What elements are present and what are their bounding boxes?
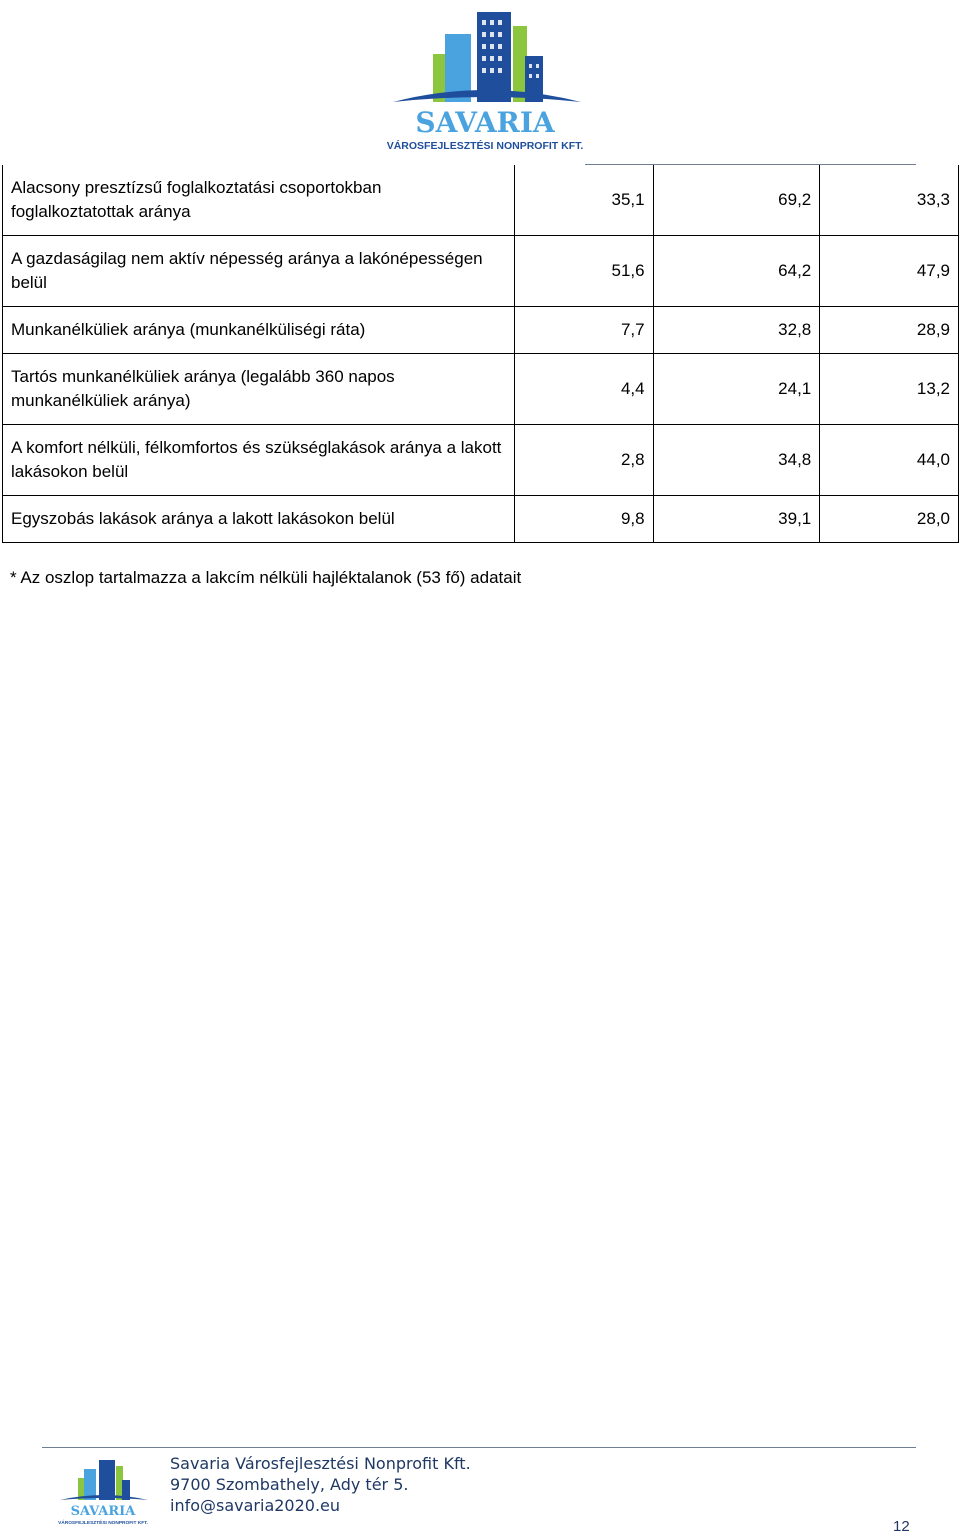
value-cell: 24,1	[653, 354, 820, 425]
statistics-table	[2, 165, 959, 543]
footer-logo-subtitle: VÁROSFEJLESZTÉSI NONPROFIT KFT.	[58, 1521, 148, 1526]
page-number: 12	[893, 1518, 910, 1535]
footer-address: 9700 Szombathely, Ady tér 5.	[170, 1475, 409, 1494]
value-cell: 28,0	[820, 496, 959, 543]
buildings-icon	[393, 12, 581, 102]
value-cell: 47,9	[820, 236, 959, 307]
buildings-icon	[60, 1460, 148, 1500]
table-row	[3, 236, 959, 307]
value-cell: 4,4	[514, 354, 653, 425]
value-cell: 35,1	[514, 165, 653, 236]
value-cell: 39,1	[653, 496, 820, 543]
value-cell: 69,2	[653, 165, 820, 236]
footer-rule	[42, 1447, 916, 1448]
value-cell: 44,0	[820, 425, 959, 496]
row-label: Alacsony presztízsű foglalkoztatási csoportokban foglalkoztatottak aránya	[3, 165, 515, 236]
row-label: Munkanélküliek aránya (munkanélküliségi ráta)	[3, 307, 515, 354]
row-label: A komfort nélküli, félkomfortos és szükséglakások aránya a lakott lakásokon belül	[3, 425, 515, 496]
table-row	[3, 425, 959, 496]
logo-subtitle: VÁROSFEJLESZTÉSI NONPROFIT KFT.	[386, 140, 584, 152]
row-label: Egyszobás lakások aránya a lakott lakásokon belül	[3, 496, 515, 543]
value-cell: 64,2	[653, 236, 820, 307]
footer-email[interactable]: info@savaria2020.eu	[170, 1496, 341, 1515]
footer-contact	[170, 1453, 471, 1516]
footnote: * Az oszlop tartalmazza a lakcím nélküli hajléktalanok (53 fő) adatait	[10, 568, 522, 587]
logo-name: SAVARIA	[415, 106, 555, 139]
value-cell: 34,8	[653, 425, 820, 496]
table-row	[3, 496, 959, 543]
savaria-logo	[385, 8, 590, 153]
value-cell: 13,2	[820, 354, 959, 425]
row-label: A gazdaságilag nem aktív népesség aránya a lakónépességen belül	[3, 236, 515, 307]
value-cell: 2,8	[514, 425, 653, 496]
value-cell: 51,6	[514, 236, 653, 307]
value-cell: 7,7	[514, 307, 653, 354]
value-cell: 9,8	[514, 496, 653, 543]
table-row	[3, 307, 959, 354]
table-row	[3, 354, 959, 425]
footer-logo-name: SAVARIA	[70, 1504, 136, 1519]
value-cell: 33,3	[820, 165, 959, 236]
savaria-footer-logo	[56, 1458, 152, 1526]
row-label: Tartós munkanélküliek aránya (legalább 360 napos munkanélküliek aránya)	[3, 354, 515, 425]
footer-company: Savaria Városfejlesztési Nonprofit Kft.	[170, 1454, 471, 1473]
table-row	[3, 165, 959, 236]
value-cell: 28,9	[820, 307, 959, 354]
value-cell: 32,8	[653, 307, 820, 354]
